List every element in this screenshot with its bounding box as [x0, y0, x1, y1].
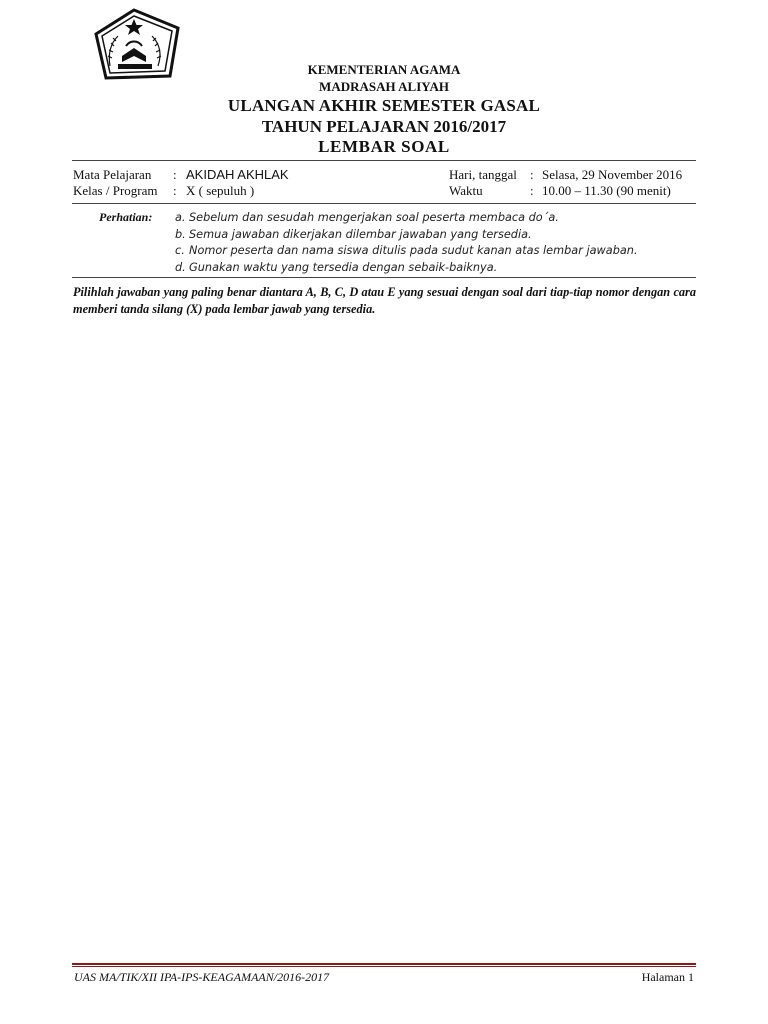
divider-top [72, 160, 696, 161]
footer-rule-thick [72, 963, 696, 965]
notice-item [175, 210, 638, 227]
sheet-title: LEMBAR SOAL [318, 137, 450, 156]
notice-item-letter: c. [175, 244, 185, 257]
notice-item [175, 227, 638, 244]
divider-info [72, 203, 696, 204]
academic-year: TAHUN PELAJARAN 2016/2017 [261, 117, 507, 136]
notice-item [175, 260, 638, 277]
notice-item-text: Sebelum dan sesudah mengerjakan soal peserta membaca do´a. [189, 211, 559, 224]
notice-item-letter: a. [175, 211, 186, 224]
date-label: Hari, tanggal [449, 167, 517, 182]
notice-label: Perhatian: [99, 210, 153, 224]
class-colon: : [173, 183, 177, 198]
notice-item-text: Semua jawaban dikerjakan dilembar jawaban yang tersedia. [189, 227, 532, 241]
footer-code: UAS MA/TIK/XII IPA-IPS-KEAGAMAAN/2016-2017 [74, 970, 330, 984]
footer-rule-thin [72, 966, 696, 967]
time-value: 10.00 – 11.30 (90 menit) [542, 183, 671, 198]
subject-value: AKIDAH AKHLAK [186, 167, 289, 182]
class-value: X ( sepuluh ) [186, 183, 255, 198]
notice-item-letter: b. [175, 227, 186, 241]
subject-label: Mata Pelajaran [73, 167, 152, 182]
notice-list [175, 210, 638, 276]
time-label: Waktu [449, 183, 483, 198]
ministry-title: KEMENTERIAN AGAMA [307, 62, 461, 77]
page-number: Halaman 1 [641, 970, 694, 984]
notice-item-text: Nomor peserta dan nama siswa ditulis pada sudut kanan atas lembar jawaban. [189, 244, 638, 257]
instruction-text: Pilihlah jawaban yang paling benar diantara A, B, C, D atau E yang sesuai dengan soal dari tiap-tiap nomor dengan cara memberi tanda silang (X) pada lembar jawab yang tersedia. [73, 285, 696, 316]
date-value: Selasa, 29 November 2016 [542, 167, 683, 182]
exam-title: ULANGAN AKHIR SEMESTER GASAL [227, 96, 541, 115]
notice-item [175, 243, 638, 260]
notice-item-text: Gunakan waktu yang tersedia dengan sebaik-baiknya. [189, 260, 498, 274]
notice-item-letter: d. [175, 260, 186, 274]
subject-colon: : [173, 167, 177, 182]
school-title: MADRASAH ALIYAH [319, 79, 449, 94]
class-label: Kelas / Program [73, 183, 158, 198]
date-colon: : [530, 167, 534, 182]
divider-notice [72, 277, 696, 278]
time-colon: : [530, 183, 534, 198]
